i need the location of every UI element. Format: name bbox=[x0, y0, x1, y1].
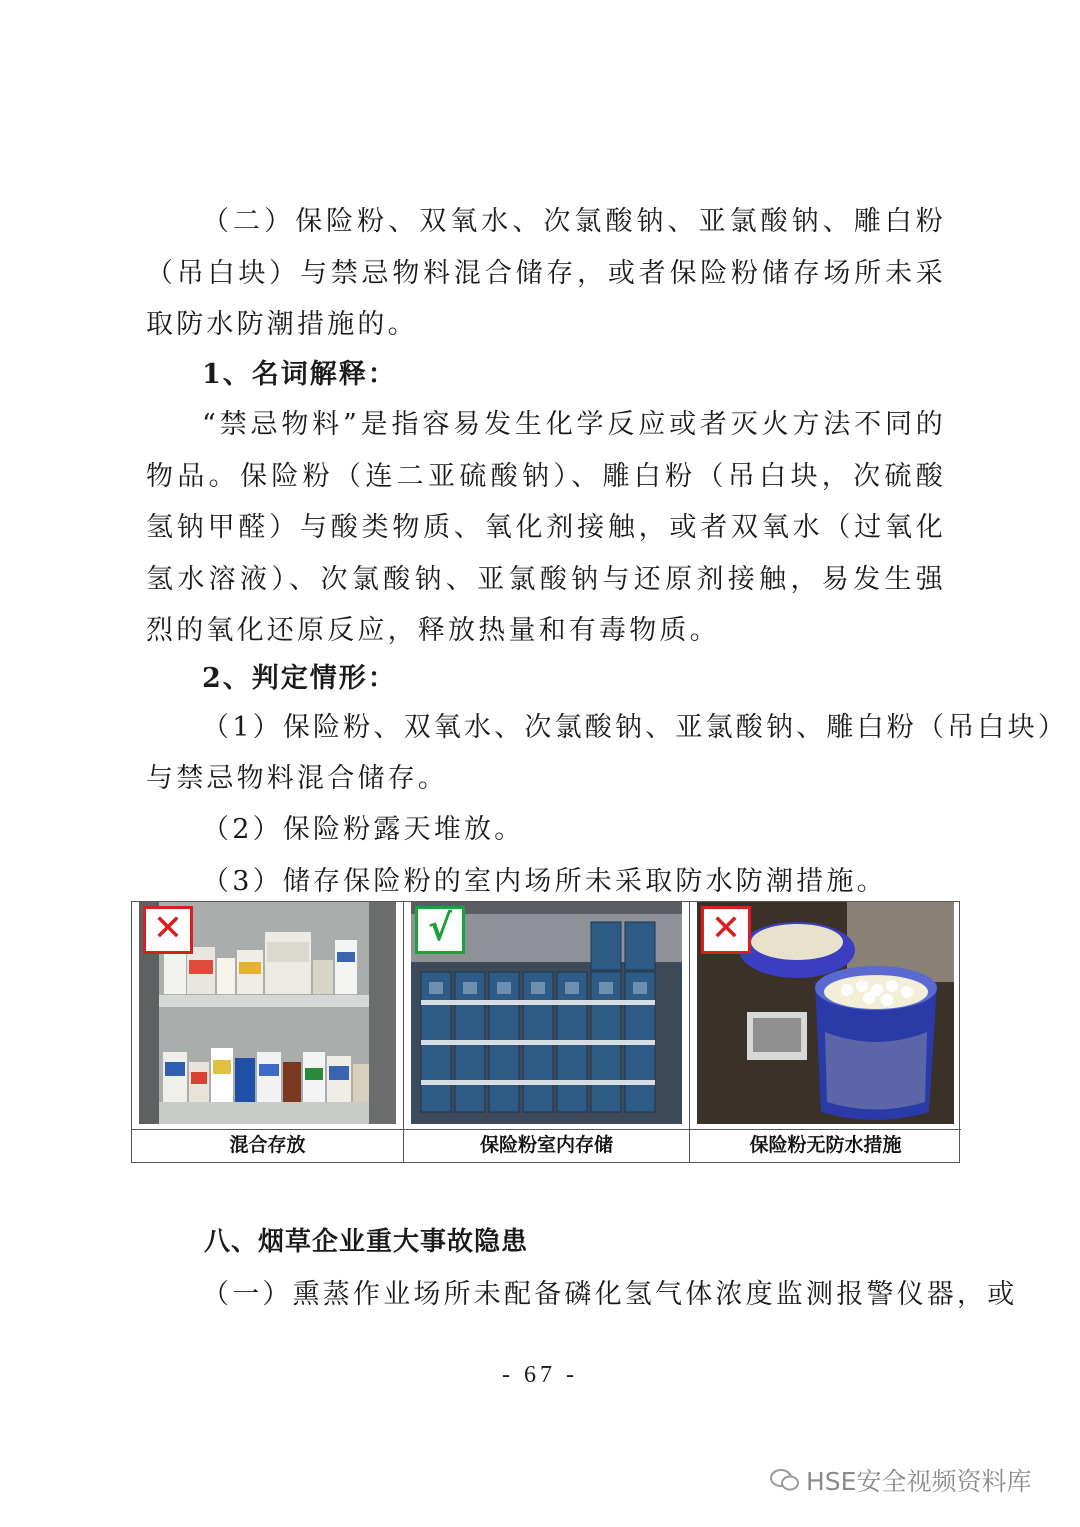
panel-no-waterproofing bbox=[689, 902, 961, 1162]
incorrect-mark-icon: ✕ bbox=[143, 906, 193, 954]
caption-indoor-storage: 保险粉室内存储 bbox=[404, 1129, 689, 1162]
photo-no-waterproofing bbox=[697, 902, 954, 1124]
section-item-1: （一）熏蒸作业场所未配备磷化氢气体浓度监测报警仪器，或 bbox=[202, 1279, 1018, 1310]
photo-indoor-storage bbox=[411, 902, 682, 1124]
heading-term-definition: 1、名词解释： bbox=[202, 359, 397, 390]
panel-mixed-storage bbox=[132, 902, 403, 1162]
criterion-3: （3）储存保险粉的室内场所未采取防水防潮措施。 bbox=[202, 866, 887, 897]
caption-no-waterproofing: 保险粉无防水措施 bbox=[690, 1129, 961, 1162]
photo-mixed-storage bbox=[139, 902, 396, 1124]
watermark-text: HSE安全视频资料库 bbox=[806, 1467, 1032, 1496]
page-number: - 67 - bbox=[502, 1362, 578, 1388]
watermark bbox=[770, 1462, 1031, 1498]
criterion-2: （2）保险粉露天堆放。 bbox=[202, 814, 525, 845]
definition-paragraph: “禁忌物料”是指容易发生化学反应或者灭火方法不同的物品。保险粉（连二亚硫酸钠）、雕白粉（吊白块，次硫酸氢钠甲醛）与酸类物质、氧化剂接触，或者双氧水（过氧化氢水溶液）、次氯酸钠、亚氯酸钠与还原剂接触，易发生强烈的氧化还原反应，释放热量和有毒物质。 bbox=[146, 409, 946, 646]
item-2-paragraph: （二）保险粉、双氧水、次氯酸钠、亚氯酸钠、雕白粉（吊白块）与禁忌物料混合储存，或者保险粉储存场所未采取防水防潮措施的。 bbox=[146, 206, 946, 340]
panel-indoor-storage bbox=[403, 902, 689, 1162]
heading-criteria: 2、判定情形： bbox=[202, 663, 397, 694]
section-title: 八、烟草企业重大事故隐患 bbox=[204, 1227, 529, 1257]
incorrect-mark-icon: ✕ bbox=[701, 906, 751, 954]
caption-mixed-storage: 混合存放 bbox=[132, 1129, 403, 1162]
criterion-1-line-2: 与禁忌物料混合储存。 bbox=[146, 763, 448, 794]
correct-mark-icon: √ bbox=[415, 906, 465, 954]
wechat-icon bbox=[770, 1468, 800, 1498]
criterion-1-line-1: （1）保险粉、双氧水、次氯酸钠、亚氯酸钠、雕白粉（吊白块） bbox=[202, 712, 1068, 743]
comparison-figure bbox=[131, 901, 960, 1163]
